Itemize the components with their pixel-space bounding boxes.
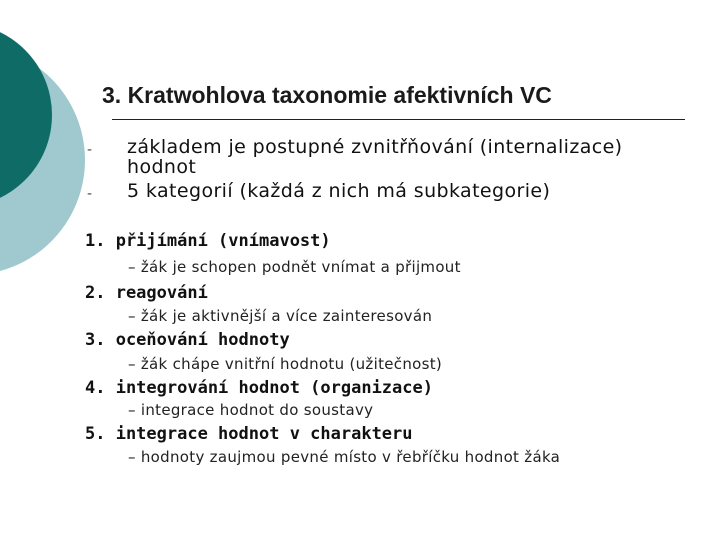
slide-title: 3. Kratwohlova taxonomie afektivních VC xyxy=(102,82,552,108)
level-heading: 5. integrace hodnot v charakteru xyxy=(85,424,413,444)
bullet-marker: - xyxy=(87,186,93,202)
level-description: – hodnoty zaujmou pevné místo v řebříčku hodnot žáka xyxy=(128,448,561,466)
level-heading: 1. přijímání (vnímavost) xyxy=(85,231,331,251)
level-description: – žák je aktivnější a více zainteresován xyxy=(128,307,433,325)
level-description: – integrace hodnot do soustavy xyxy=(128,401,374,419)
level-heading: 3. oceňování hodnoty xyxy=(85,330,290,350)
level-description: – žák chápe vnitřní hodnotu (užitečnost) xyxy=(128,355,443,373)
bullet-text: základem je postupné zvnitřňování (internalizace) hodnot xyxy=(127,136,623,178)
decorative-circles xyxy=(0,0,140,300)
title-underline xyxy=(112,119,685,120)
level-description: – žák je schopen podnět vnímat a přijmout xyxy=(128,258,461,276)
bullet-text: 5 kategorií (každá z nich má subkategorie) xyxy=(127,180,551,202)
level-heading: 2. reagování xyxy=(85,283,208,303)
level-heading: 4. integrování hodnot (organizace) xyxy=(85,378,433,398)
bullet-marker: - xyxy=(87,142,93,158)
